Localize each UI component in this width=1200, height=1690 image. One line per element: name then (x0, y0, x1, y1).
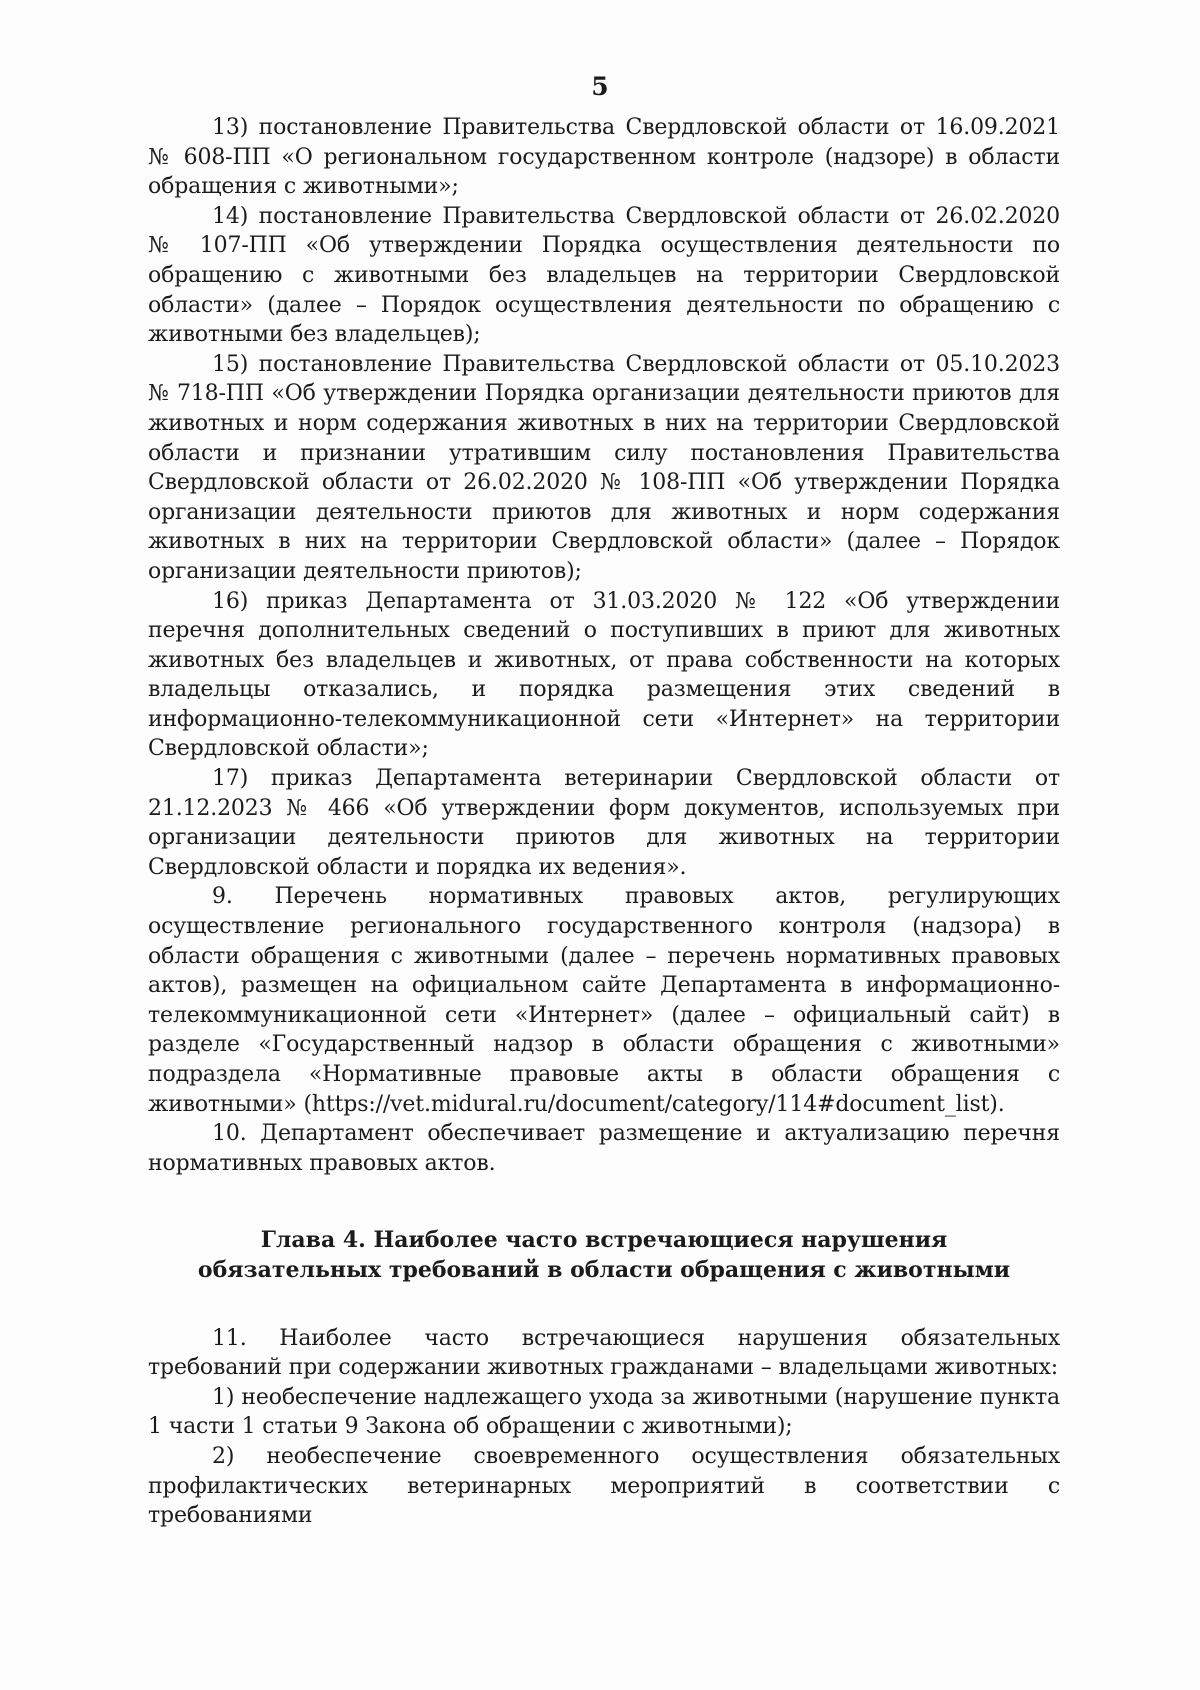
paragraph-item-13: 13) постановление Правительства Свердловской области от 16.09.2021 № 608-ПП «О региональном государственном контроле (надзоре) в области обращения с животными»; (148, 115, 1060, 200)
paragraph-item-15: 15) постановление Правительства Свердловской области от 05.10.2023 № 718-ПП «Об утверждении Порядка организации деятельности приютов для животных и норм содержания животных в них на территории Свердловской области и признании утратившим силу постановления Правительства Свердловской области от 26.02.2020 № 108-ПП «Об утверждении Порядка организации деятельности приютов для животных и норм содержания животных в них на территории Свердловской области» (далее – Порядок организации деятельности приютов); (148, 351, 1060, 584)
paragraph-item-17: 17) приказ Департамента ветеринарии Свердловской области от 21.12.2023 № 466 «Об утверждении форм документов, используемых при организации деятельности приютов для животных на территории Свердловской области и порядка их ведения». (148, 766, 1060, 880)
paragraph-clause-9: 9. Перечень нормативных правовых актов, регулирующих осуществление регионального государственного контроля (надзора) в области обращения с животными (далее – перечень нормативных правовых актов), размещен на официальном сайте Департамента в информационно-телекоммуникационной сети «Интернет» (далее – официальный сайт) в разделе «Государственный надзор в области обращения с животными» подраздела «Нормативные правовые акты в области обращения с животными» (https://vet.midural.ru/document/category/114#document_list). (148, 884, 1060, 1117)
paragraph-violation-1: 1) необеспечение надлежащего ухода за животными (нарушение пункта 1 части 1 статьи 9 Закона об обращении с животными); (148, 1384, 1060, 1440)
chapter-heading (148, 1226, 1060, 1285)
document-body (148, 113, 1060, 1531)
paragraph-item-14: 14) постановление Правительства Свердловской области от 26.02.2020 № 107-ПП «Об утверждении Порядка осуществления деятельности по обращению с животными без владельцев на территории Свердловской области» (далее – Порядок осуществления деятельности по обращению с животными без владельцев); (148, 203, 1060, 348)
paragraph-item-16: 16) приказ Департамента от 31.03.2020 № 122 «Об утверждении перечня дополнительных сведений о поступивших в приют для животных животных без владельцев и животных, от права собственности на которых владельцы отказались, и порядка размещения этих сведений в информационно-телекоммуникационной сети «Интернет» на территории Свердловской области»; (148, 588, 1060, 762)
paragraph-clause-10: 10. Департамент обеспечивает размещение и актуализацию перечня нормативных правовых актов. (148, 1121, 1060, 1176)
page-number: 5 (591, 72, 609, 101)
paragraph-violation-2: 2) необеспечение своевременного осуществления обязательных профилактических ветеринарных мероприятий в соответствии с требованиями (148, 1443, 1060, 1529)
chapter-heading-line-2: обязательных требований в области обращения с животными (197, 1256, 1011, 1283)
chapter-heading-line-1: Глава 4. Наиболее часто встречающиеся нарушения (260, 1227, 948, 1254)
paragraph-clause-11: 11. Наиболее часто встречающиеся нарушения обязательных требований при содержании животных гражданами – владельцами животных: (148, 1325, 1060, 1381)
